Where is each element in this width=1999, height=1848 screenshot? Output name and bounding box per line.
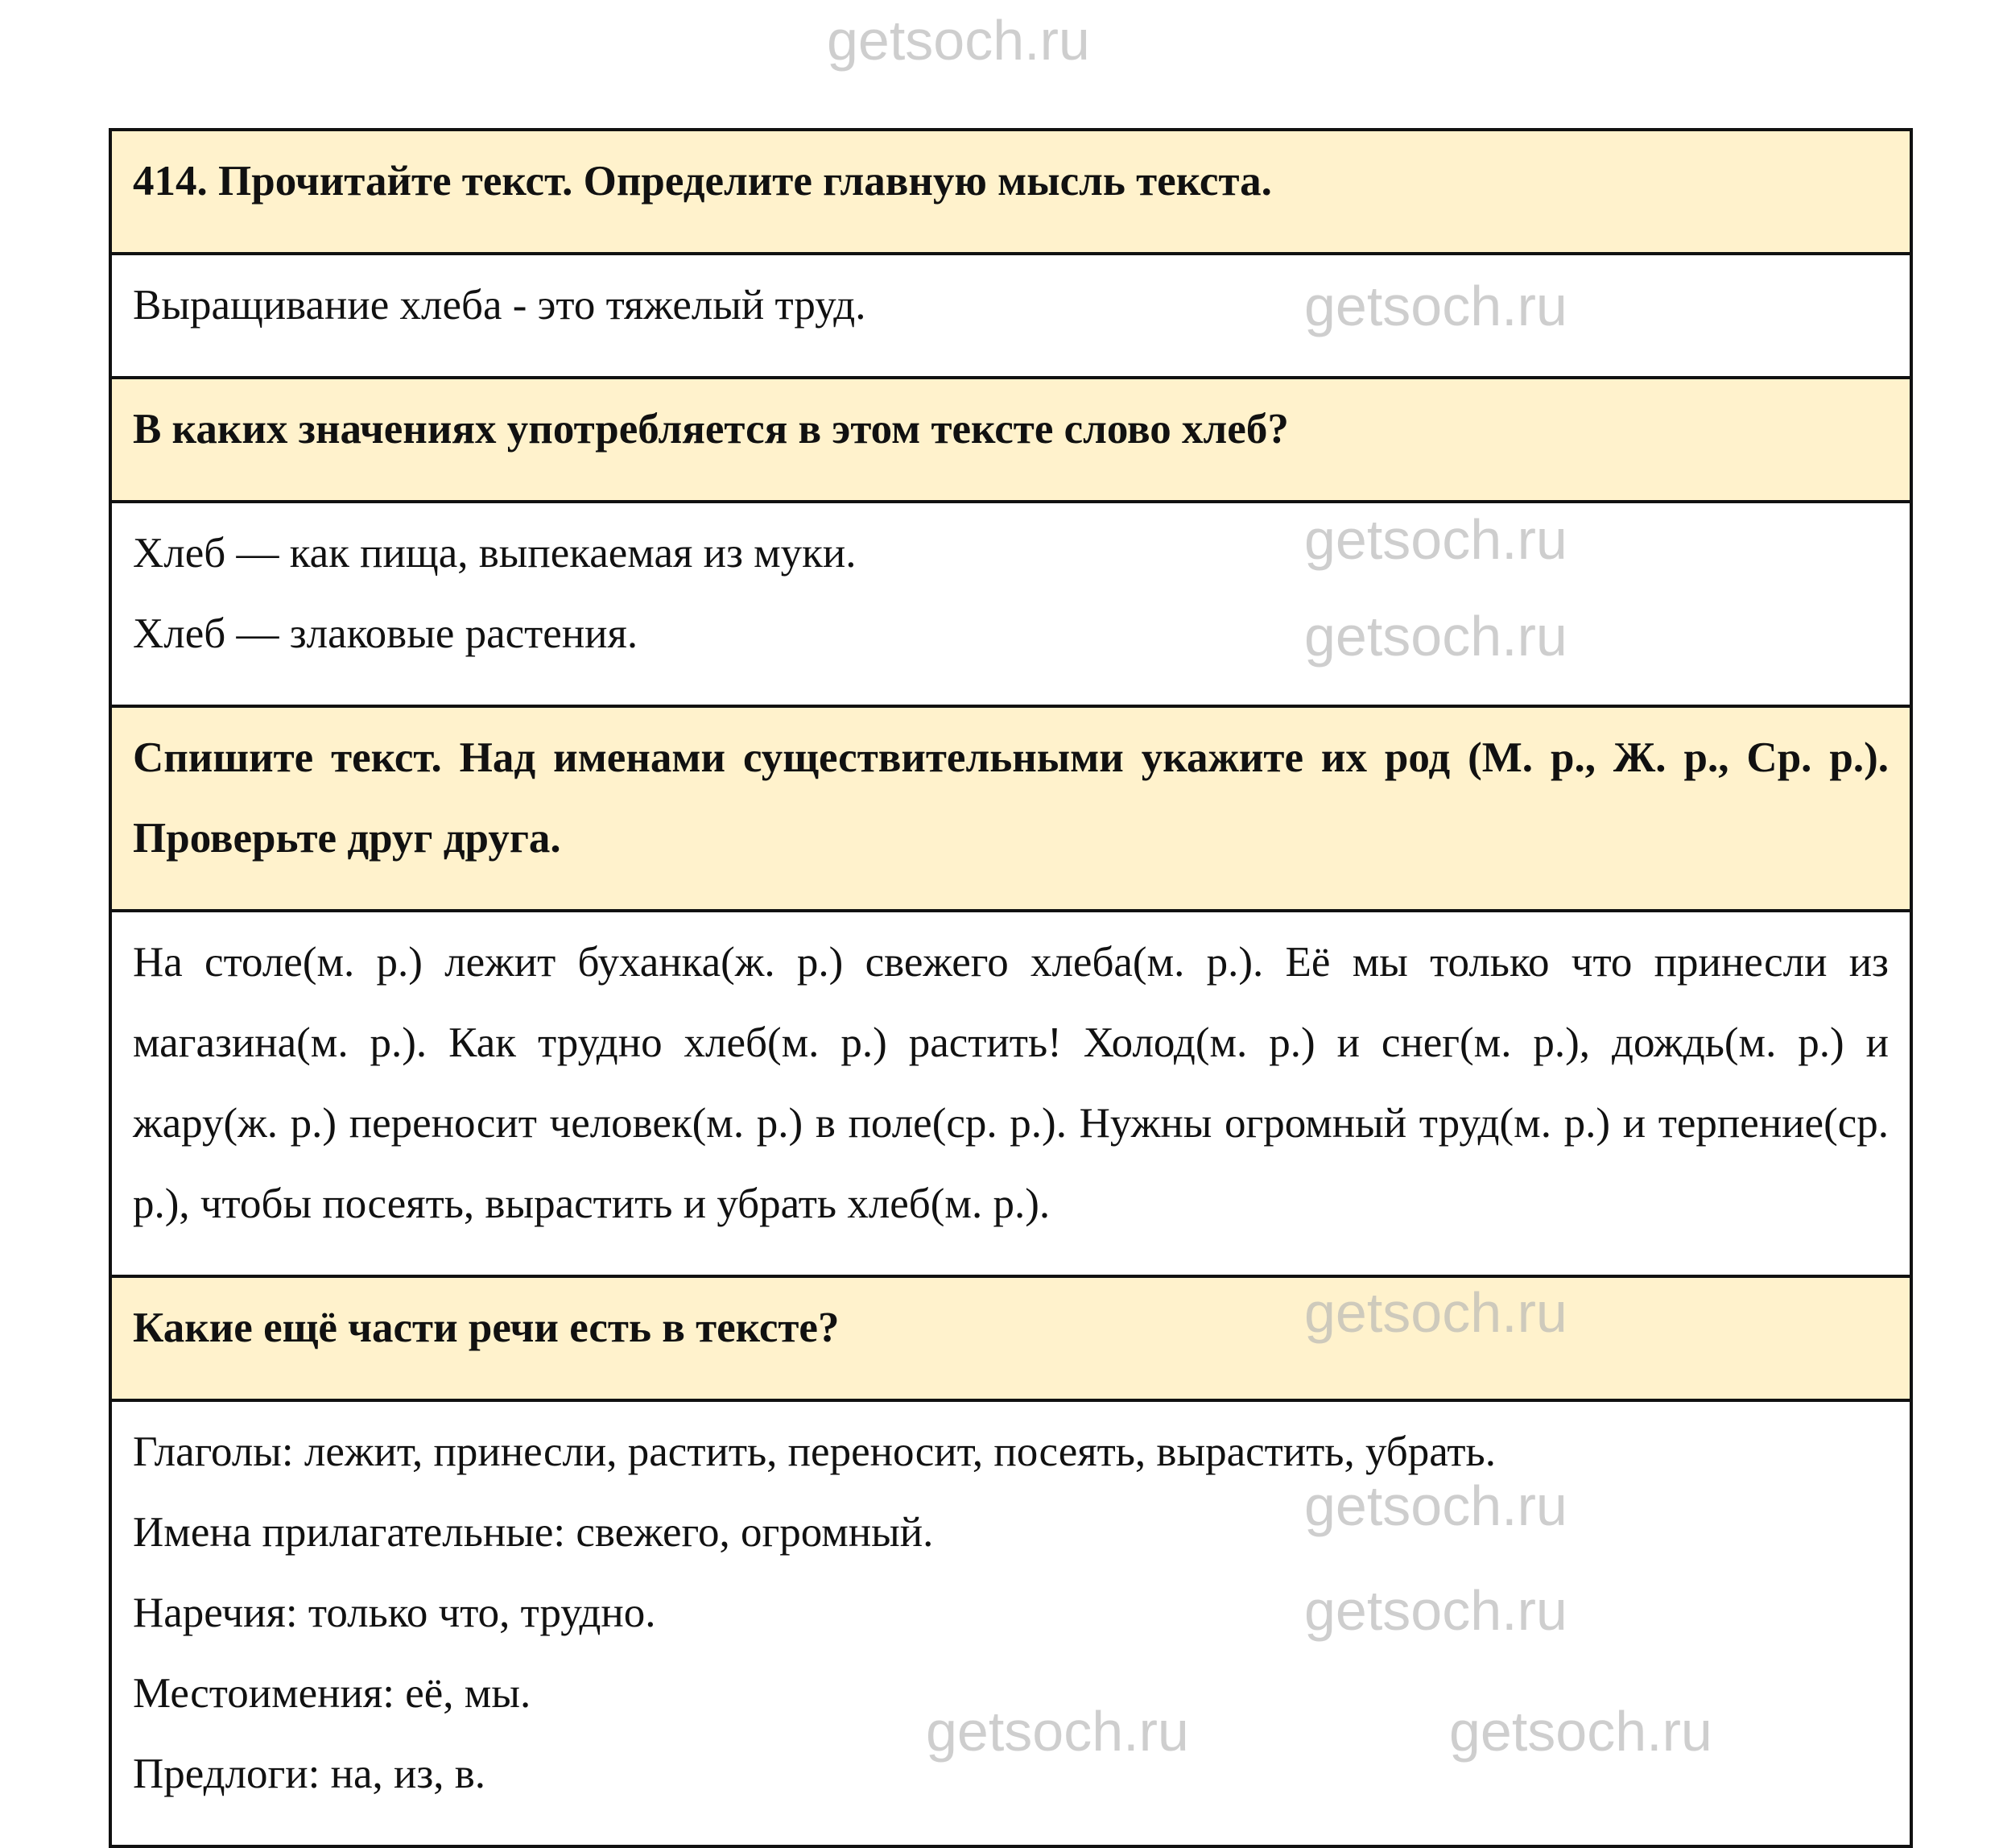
watermark: getsoch.ru — [926, 1700, 1189, 1763]
answer-line: Имена прилагательные: свежего, огромный. — [133, 1509, 934, 1556]
question-row — [112, 131, 1910, 252]
watermark: getsoch.ru — [1449, 1700, 1712, 1763]
question-text: Какие ещё части речи есть в тексте? — [133, 1304, 840, 1351]
question-text: В каких значениях употребляется в этом тексте слово хлеб? — [133, 406, 1289, 453]
answer-line: Наречия: только что, трудно. — [133, 1590, 656, 1636]
answer-text: На столе(м. р.) лежит буханка(ж. р.) свежего хлеба(м. р.). Её мы только что принесли из магазина(м. р.). Как трудно хлеб(м. р.) растить! Холод(м. р.) и снег(м. р.), дождь(м. р.) и жару(ж. р.) переносит человек(м. р.) в поле(ср. р.). Нужны огромный труд(м. р.) и терпение(ср. р.), чтобы посеять, вырастить и убрать хлеб(м. р.). — [133, 939, 1889, 1227]
answer-row — [112, 252, 1910, 376]
question-row — [112, 376, 1910, 500]
answer-line: Хлеб — как пища, выпекаемая из муки. — [133, 530, 857, 577]
answer-row — [112, 500, 1910, 705]
question-text: Спишите текст. Над именами существительными укажите их род (М. р., Ж. р., Ср. р.). Проверьте друг друга. — [133, 734, 1889, 862]
exercise-table — [109, 128, 1913, 1848]
question-row — [112, 1275, 1910, 1399]
answer-row — [112, 909, 1910, 1275]
answer-line: Хлеб — злаковые растения. — [133, 610, 638, 657]
watermark: getsoch.ru — [1304, 1281, 1567, 1344]
answer-line: Глаголы: лежит, принесли, растить, переносит, посеять, вырастить, убрать. — [133, 1428, 1496, 1475]
answer-row — [112, 1399, 1910, 1845]
answer-line: Предлоги: на, из, в. — [133, 1751, 486, 1797]
question-text: 414. Прочитайте текст. Определите главную мысль текста. — [133, 158, 1272, 205]
watermark: getsoch.ru — [827, 9, 1090, 72]
watermark: getsoch.ru — [1304, 508, 1567, 571]
watermark: getsoch.ru — [1304, 1579, 1567, 1642]
watermark: getsoch.ru — [1304, 1474, 1567, 1537]
watermark: getsoch.ru — [1304, 275, 1567, 337]
question-row — [112, 705, 1910, 909]
answer-line: Местоимения: её, мы. — [133, 1670, 531, 1717]
watermark: getsoch.ru — [1304, 605, 1567, 668]
answer-text: Выращивание хлеба - это тяжелый труд. — [133, 282, 866, 329]
